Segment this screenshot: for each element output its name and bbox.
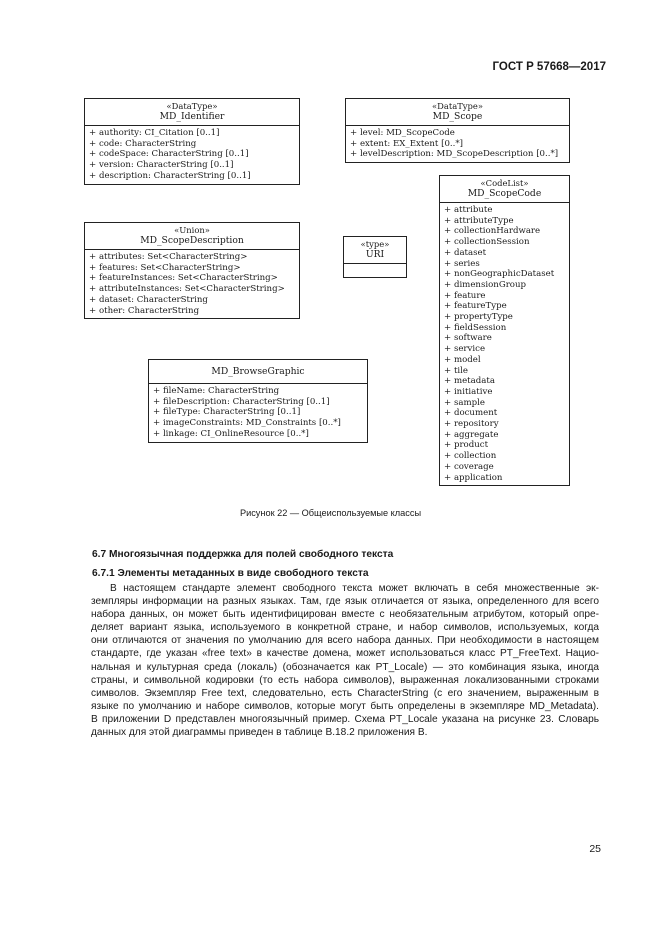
uml-class-header — [149, 360, 367, 384]
paragraph-line: нальная и культурная среда (локаль) (обозначается как PT_Locale) — это комбинация языка, иногда — [91, 661, 599, 673]
uml-attribute: + featureType — [444, 301, 566, 312]
uml-attribute: + fileType: CharacterString [0..1] — [153, 407, 364, 418]
uml-attribute: + level: MD_ScopeCode — [350, 128, 566, 139]
subsection-title: 6.7.1 Элементы метаданных в виде свободного текста — [92, 568, 369, 579]
paragraph-line: В приложении D представлен многоязычный пример. Схема PT_Locale указана на рисунке 23. Словарь — [91, 713, 599, 725]
uml-class-uri — [343, 236, 407, 278]
uml-attribute: + sample — [444, 398, 566, 409]
page-number: 25 — [589, 843, 601, 855]
paragraph-line: символов. Экземпляр Free text, следовательно, есть CharacterString (с его значением, выраженным в — [91, 687, 599, 699]
uml-attribute: + tile — [444, 366, 566, 377]
uml-attribute: + initiative — [444, 387, 566, 398]
uml-attribute: + repository — [444, 419, 566, 430]
uml-attribute: + model — [444, 355, 566, 366]
uml-attribute: + product — [444, 440, 566, 451]
uml-attribute: + imageConstraints: MD_Constraints [0..*] — [153, 418, 364, 429]
uml-stereotype: «type» — [360, 239, 390, 249]
paragraph-line: набора данных, он может быть идентифицирован вместе с необязательным атрибутом, который опре- — [91, 609, 599, 621]
paragraph-line: В настоящем стандарте элемент свободного текста может включать в себя множественные эк- — [110, 583, 599, 594]
uml-class-md-browsegraphic — [148, 359, 368, 443]
uml-class-name: URI — [365, 249, 385, 260]
uml-attributes — [149, 384, 367, 442]
uml-attribute: + nonGeographicDataset — [444, 269, 566, 280]
uml-attribute: + authority: CI_Citation [0..1] — [89, 128, 296, 139]
uml-attribute: + dataset: CharacterString — [89, 295, 296, 306]
uml-attributes — [440, 203, 569, 485]
uml-attribute: + dataset — [444, 248, 566, 259]
uml-attribute: + collectionHardware — [444, 226, 566, 237]
uml-class-name: MD_ScopeDescription — [140, 235, 244, 246]
uml-attributes — [346, 126, 569, 162]
uml-attribute: + attribute — [444, 205, 566, 216]
uml-attribute: + dimensionGroup — [444, 280, 566, 291]
document-header: ГОСТ Р 57668—2017 — [492, 61, 606, 73]
uml-class-name: MD_BrowseGraphic — [211, 366, 305, 377]
uml-attribute: + collection — [444, 451, 566, 462]
uml-attribute: + featureInstances: Set<CharacterString> — [89, 273, 296, 284]
uml-class-md-identifier — [84, 98, 300, 185]
uml-attribute: + fileDescription: CharacterString [0..1] — [153, 397, 364, 408]
uml-stereotype: «DataType» — [166, 101, 218, 111]
uml-attribute: + service — [444, 344, 566, 355]
uml-attribute: + description: CharacterString [0..1] — [89, 171, 296, 182]
uml-attribute: + fieldSession — [444, 323, 566, 334]
uml-attribute: + fileName: CharacterString — [153, 386, 364, 397]
uml-attribute: + codeSpace: CharacterString [0..1] — [89, 149, 296, 160]
uml-attribute: + feature — [444, 291, 566, 302]
uml-attributes — [85, 250, 299, 318]
uml-attribute: + document — [444, 408, 566, 419]
paragraph-line: стандарте, где указан «free text» в качестве домена, может использоваться класс PT_FreeText. Нацио- — [91, 648, 599, 660]
paragraph-line: страны, и символьной кодировки (то есть набора символов), выраженная локализованными строками — [91, 674, 599, 686]
uml-class-header — [85, 223, 299, 250]
paragraph-line: они отличаются от значения по умолчанию для всего набора данных. При необходимости в настоящем — [91, 635, 599, 647]
uml-attribute: + propertyType — [444, 312, 566, 323]
uml-attribute: + attributes: Set<CharacterString> — [89, 252, 296, 263]
uml-attribute: + linkage: CI_OnlineResource [0..*] — [153, 429, 364, 440]
uml-attribute: + series — [444, 259, 566, 270]
uml-attribute: + code: CharacterString — [89, 139, 296, 150]
uml-class-md-scopecode — [439, 175, 570, 486]
uml-attribute: + levelDescription: MD_ScopeDescription [0..*] — [350, 149, 566, 160]
uml-attribute: + features: Set<CharacterString> — [89, 263, 296, 274]
uml-class-name: MD_ScopeCode — [467, 188, 542, 199]
figure-caption: Рисунок 22 — Общеиспользуемые классы — [239, 508, 422, 518]
uml-attribute: + aggregate — [444, 430, 566, 441]
section-title: 6.7 Многоязычная поддержка для полей свободного текста — [92, 549, 394, 560]
uml-attribute: + extent: EX_Extent [0..*] — [350, 139, 566, 150]
uml-attribute: + metadata — [444, 376, 566, 387]
uml-class-header — [346, 99, 569, 126]
uml-class-header — [344, 237, 406, 264]
uml-attributes — [85, 126, 299, 184]
uml-class-md-scope — [345, 98, 570, 163]
uml-stereotype: «DataType» — [432, 101, 483, 111]
paragraph-line: языке по умолчанию и наборе символов, которые могут быть определены в экземпляре MD_Metadata). — [91, 700, 599, 712]
uml-stereotype: «CodeList» — [480, 178, 529, 188]
uml-attribute: + other: CharacterString — [89, 306, 296, 317]
uml-stereotype: «Union» — [174, 225, 210, 235]
uml-class-header — [85, 99, 299, 126]
paragraph-line: земпляры информации на разных языках. Там, где язык отличается от языка, определенного для всего — [91, 596, 599, 608]
uml-attribute: + software — [444, 333, 566, 344]
uml-class-md-scopedescription — [84, 222, 300, 319]
uml-class-header — [440, 176, 569, 203]
paragraph-line: деляет вариант языка, используемого в конкретной стране, и набор символов, используемых, когда — [91, 622, 599, 634]
uml-attribute: + version: CharacterString [0..1] — [89, 160, 296, 171]
uml-attribute: + attributeInstances: Set<CharacterString> — [89, 284, 296, 295]
body-paragraph — [91, 582, 599, 739]
uml-class-name: MD_Identifier — [159, 111, 225, 122]
uml-attribute: + coverage — [444, 462, 566, 473]
uml-attribute: + attributeType — [444, 216, 566, 227]
uml-attribute: + application — [444, 473, 566, 484]
paragraph-line: данных для этой диаграммы приведен в таблице В.18.2 приложения В. — [91, 727, 428, 739]
uml-attribute: + collectionSession — [444, 237, 566, 248]
uml-class-name: MD_Scope — [432, 111, 483, 122]
